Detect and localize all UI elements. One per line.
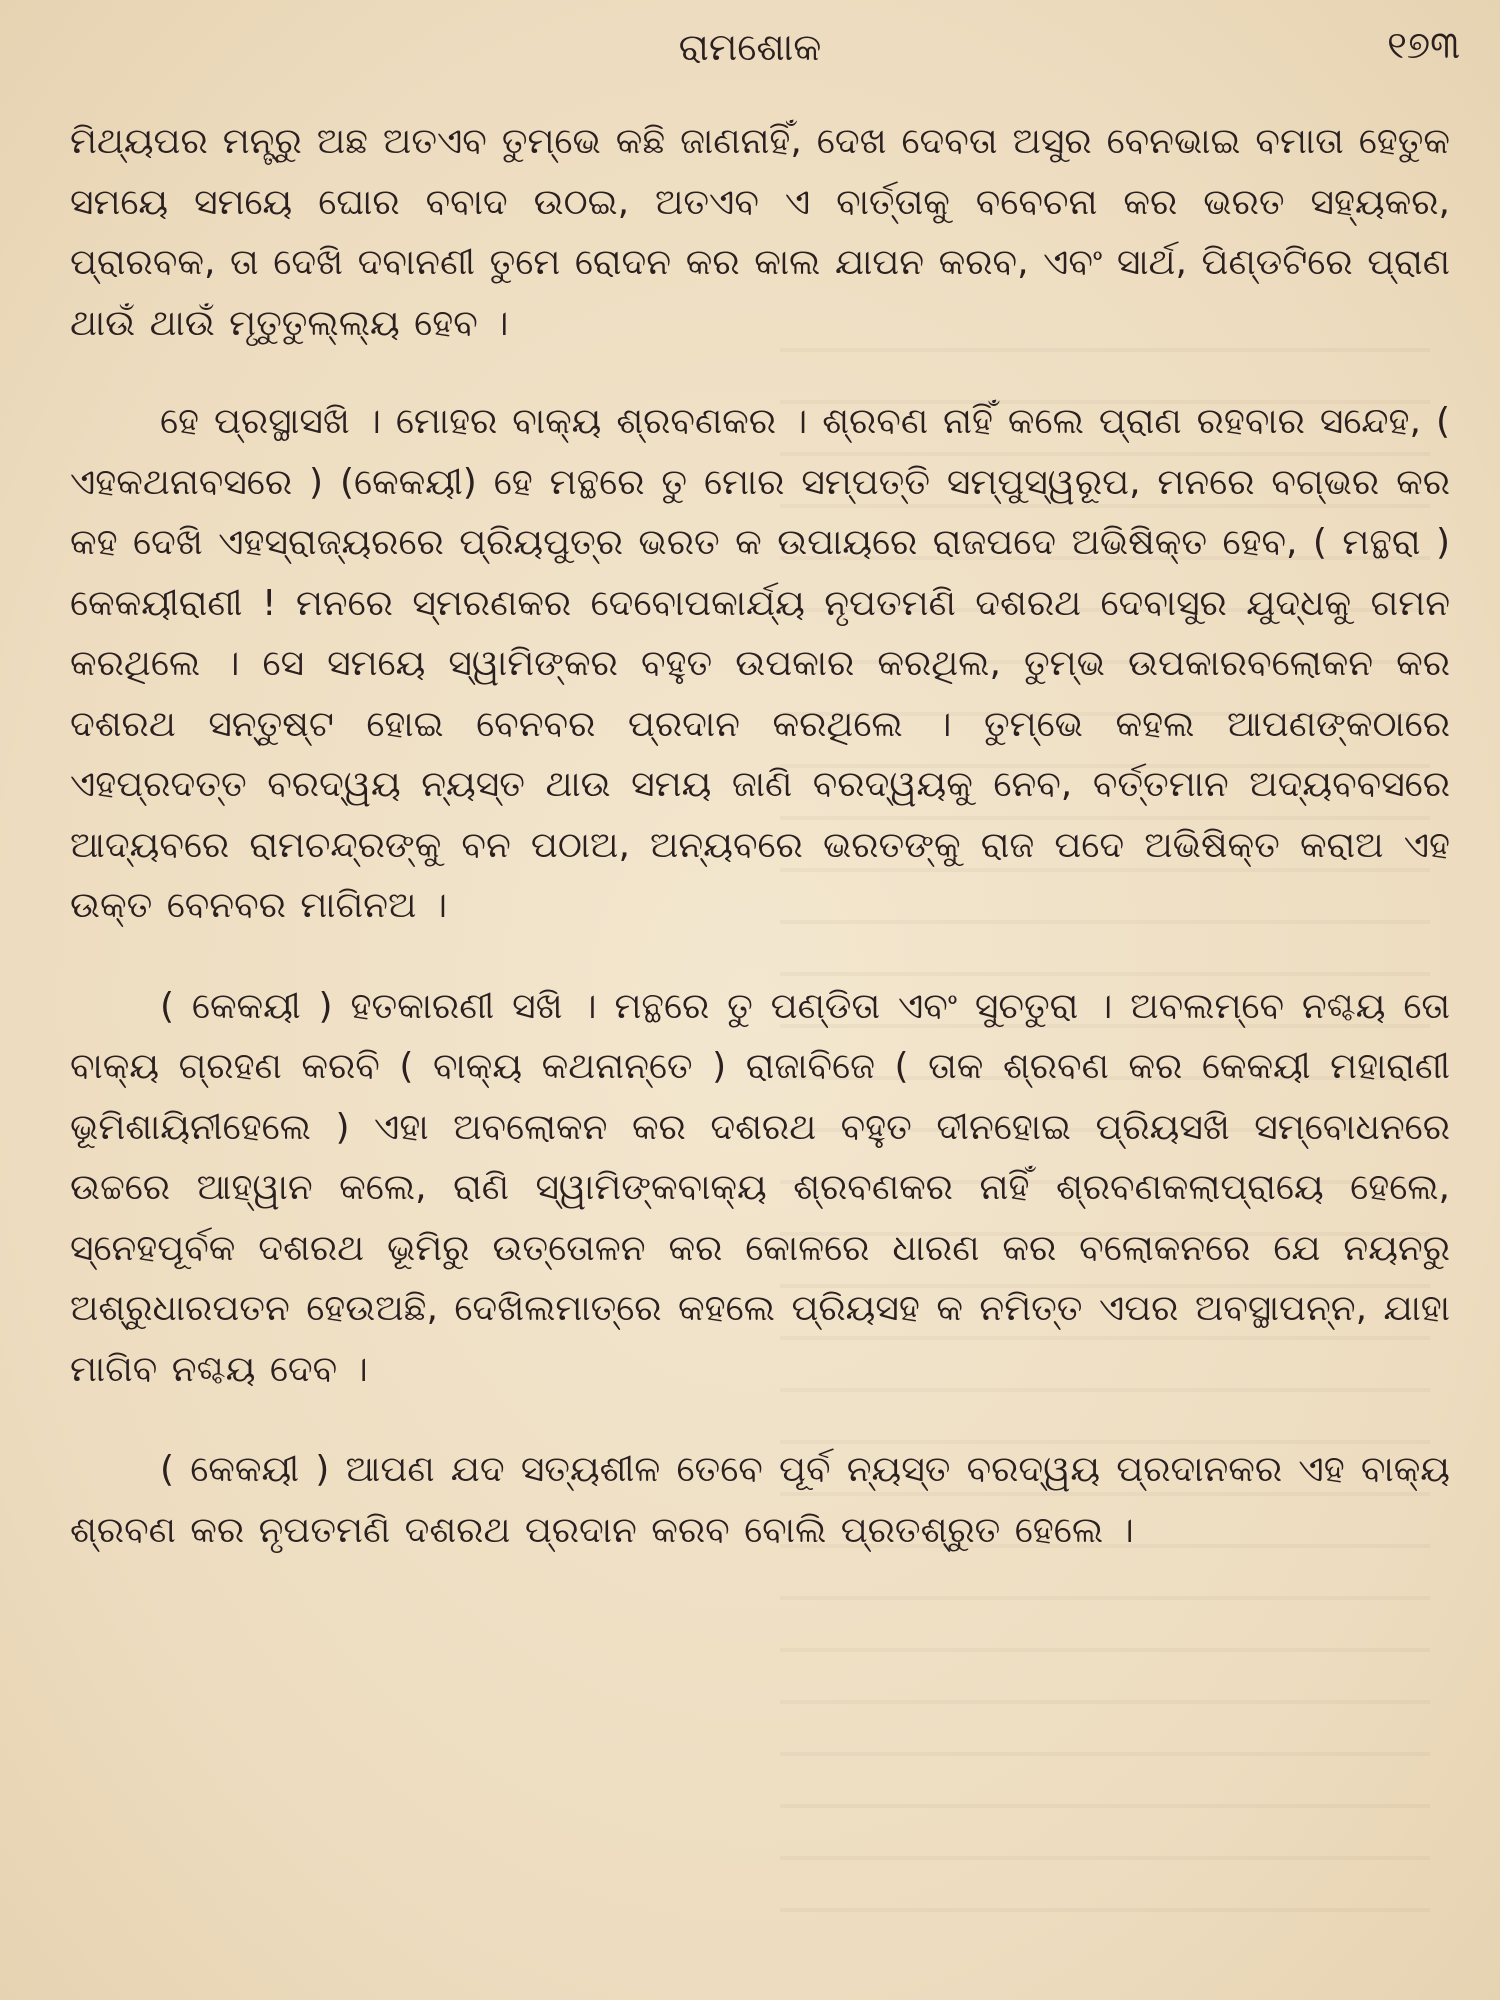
paragraph-1: ମିଥ୍ୟପର ମନ୍ତ୍ରୁ ଅଛ ଅତଏବ ତୁମ୍ଭେ କଛି ଜାଣନାହିଁ, ଦେଖ ଦେବତା ଅସୁର ବେନଭାଇ ବମାତା ହେତୁକ ସମୟେ ସମୟେ ଘୋର ବବାଦ ଉଠଇ, ଅତଏବ ଏ ବାର୍ତ୍ତାକୁ ବବେଚନା କର ଭରତ ସହ୍ୟକର, ପ୍ରାରବକ, ତା ଦେଖି ଦବାନଣୀ ତୁମେ ରୋଦନ କର କାଲ ଯାପନ କରବ, ଏବଂ ସାର୍ଥ, ପିଣ୍ଡଟିରେ ପ୍ରାଣ ଥାଉଁ ଥାଉଁ ମୃତୁତୁଲ୍ଲ୍ୟ ହେବ । [70, 121, 1450, 344]
paragraph-4: ( କେକୟୀ ) ଆପଣ ଯଦ ସତ୍ୟଶୀଳ ତେବେ ପୂର୍ବ ନ୍ୟସ୍ତ ବରଦ୍ୱୟ ପ୍ରଦାନକର ଏହ ବାକ୍ୟ ଶ୍ରବଣ କର ନୃପତମଣି ଦଶରଥ ପ୍ରଦାନ କରବ ବୋଲି ପ୍ରତଶ୍ରୁତ ହେଲେ । [70, 1449, 1450, 1551]
running-header-title: ରାମଶୋକ [678, 25, 822, 69]
paragraph-3: ( କେକୟୀ ) ହତକାରଣୀ ସଖି । ମନ୍ଥରେ ତୁ ପଣ୍ଡିତା ଏବଂ ସୁଚତୁରା । ଅବଲମ୍ବେ ନଶ୍ଚୟ ତୋ ବାକ୍ୟ ଗ୍ରହଣ କରବି ( ବାକ୍ୟ କଥନାନ୍ତେ ) ରାଜାବିଜେ ( ତାକ ଶ୍ରବଣ କର କେକୟୀ ମହାରାଣୀ ଭୂମିଶାୟିନୀହେଲେ ) ଏହା ଅବଲୋକନ କର ଦଶରଥ ବହୁତ ଦୀନହୋଇ ପ୍ରିୟସଖି ସମ୍ବୋଧନରେ ଉଚ୍ଚରେ ଆହ୍ୱାନ କଲେ, ରାଣି ସ୍ୱାମିଙ୍କବାକ୍ୟ ଶ୍ରବଣକର ନାହିଁ ଶ୍ରବଣକଲାପ୍ରାୟେ ହେଲେ, ସ୍ନେହପୂର୍ବକ ଦଶରଥ ଭୂମିରୁ ଉତ୍ତୋଳନ କର କୋଳରେ ଧାରଣ କର ବଲୋକନରେ ଯେ ନୟନରୁ ଅଶ୍ରୁଧାରପତନ ହେଉଅଛି, ଦେଖିଲମାତ୍ରେ କହଲେ ପ୍ରିୟସହ କ ନମିତ୍ତ ଏପର ଅବସ୍ଥାପନ୍ନ, ଯାହା ମାଗିବ ନଶ୍ଚୟ ଦେବ । [70, 985, 1450, 1390]
page-body [70, 112, 1450, 1601]
paragraph-2: ହେ ପ୍ରସ୍ଥାସଖି । ମୋହର ବାକ୍ୟ ଶ୍ରବଣକର । ଶ୍ରବଣ ନାହିଁ କଲେ ପ୍ରାଣ ରହବାର ସନ୍ଦେହ, ( ଏହକଥନାବସରେ ) (କେକୟୀ) ହେ ମନ୍ଥରେ ତୁ ମୋର ସମ୍ପତ୍ତି ସମ୍ପୁସ୍ୱରୂପ, ମନରେ ବଗ୍ଭର କର କହ ଦେଖି ଏହସ୍ରାଜ୍ୟରରେ ପ୍ରିୟପୁତ୍ର ଭରତ କ ଉପାୟରେ ରାଜପଦେ ଅଭିଷିକ୍ତ ହେବ, ( ମନ୍ଥରା ) କେକୟୀରାଣୀ ! ମନରେ ସ୍ମରଣକର ଦେବୋପକାର୍ଯ୍ୟ ନୃପତମଣି ଦଶରଥ ଦେବାସୁର ଯୁଦ୍ଧକୁ ଗମନ କରଥିଲେ । ସେ ସମୟେ ସ୍ୱାମିଙ୍କର ବହୁତ ଉପକାର କରଥିଲ, ତୁମ୍ଭ ଉପକାରବଲୋକନ କର ଦଶରଥ ସନ୍ତୁଷ୍ଟ ହୋଇ ବେନବର ପ୍ରଦାନ କରଥିଲେ । ତୁମ୍ଭେ କହଲ ଆପଣଙ୍କଠାରେ ଏହପ୍ରଦତ୍ତ ବରଦ୍ୱୟ ନ୍ୟସ୍ତ ଥାଉ ସମୟ ଜାଣି ବରଦ୍ୱୟକୁ ନେବ, ବର୍ତ୍ତମାନ ଅଦ୍ୟବବସରେ ଆଦ୍ୟବରେ ରାମଚନ୍ଦ୍ରଙ୍କୁ ବନ ପଠାଅ, ଅନ୍ୟବରେ ଭରତଙ୍କୁ ରାଜ ପଦେ ଅଭିଷିକ୍ତ କରାଅ ଏହ ଉକ୍ତ ବେନବର ମାଗିନଅ । [70, 401, 1450, 926]
page-number: ୧୭୩ [1387, 23, 1460, 67]
